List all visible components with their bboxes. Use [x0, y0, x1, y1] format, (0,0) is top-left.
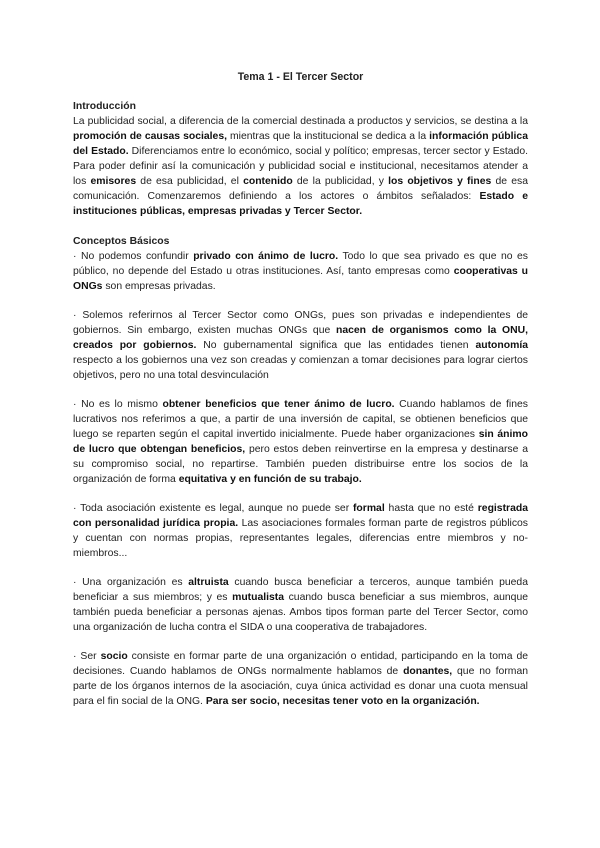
text-run: · Solemos referirnos al Tercer Sector como ONGs, pues son privadas e independientes de gobiernos. Sin embargo, existen muchas ONGs que — [73, 310, 528, 336]
paragraph — [73, 397, 528, 487]
text-run: mientras que la institucional se dedica a la — [227, 131, 430, 142]
bold-text: mutualista — [232, 592, 285, 603]
bold-text: formal — [352, 503, 385, 514]
text-run: Cuando hablamos de fines lucrativos nos referimos a que, a partir de una inversión de capital, se obtienen beneficios que luego se reparten según el capital invertido inicialmente. Puede haber organizaciones — [73, 399, 528, 440]
document-body — [73, 99, 528, 709]
paragraph — [73, 308, 528, 383]
bold-text: Para ser socio, necesitas tener voto en la organización. — [205, 696, 480, 707]
paragraph — [73, 575, 528, 635]
bold-text: promoción de causas sociales, — [73, 131, 227, 142]
text-run: · Toda asociación existente es legal, aunque no puede ser — [73, 503, 353, 514]
bold-text: información pública del Estado. — [73, 131, 528, 157]
text-run: pero estos deben reinvertirse en la empresa y destinarse a su compromiso social, no repartirse. También pueden distribuirse entre los socios de la organización de forma — [73, 444, 528, 485]
document-title: Tema 1 - El Tercer Sector — [237, 71, 364, 83]
text-run: Todo lo que sea privado es que no es público, no depende del Estado u otras instituciones. Así, tanto empresas como — [73, 251, 528, 277]
text-run: de la publicidad, y — [292, 176, 389, 187]
text-run: · No podemos confundir — [73, 251, 194, 262]
text-run: Las asociaciones formales forman parte de registros públicos y cuentan con normas propias, representantes legales, diferencias entre miembros y no-miembros... — [73, 518, 528, 559]
bold-text: equitativa y en función de su trabajo. — [178, 474, 362, 485]
bold-text: autonomía — [475, 340, 528, 351]
bold-text: nacen de organismos como la ONU, creados por gobiernos. — [73, 325, 528, 351]
paragraph — [73, 501, 528, 561]
bold-text: socio — [100, 651, 128, 662]
text-run: · Ser — [73, 651, 101, 662]
text-run: cuando busca beneficiar a terceros, aunque también pueda beneficiar a sus miembros; y es — [73, 577, 528, 603]
bold-text: obtener beneficios que tener ánimo de lucro. — [162, 399, 395, 410]
bold-text: contenido — [243, 176, 293, 187]
bold-text: altruista — [188, 577, 229, 588]
text-run: cuando busca beneficiar a sus miembros, aunque también pueda beneficiar a personas ajenas. Ambos tipos forman parte del Tercer Sector, como una organización de lucha contra el SIDA o una cooperativa de trabajadores. — [73, 592, 528, 633]
bold-text: emisores — [90, 176, 137, 187]
text-run: son empresas privadas. — [102, 281, 216, 292]
bold-text: Estado e instituciones públicas, empresas privadas y Tercer Sector. — [73, 191, 529, 217]
text-run: respecto a los gobiernos una vez son creadas y comienzan a tomar decisiones para lograr ciertos objetivos, pero no una total desvinculación — [73, 355, 528, 381]
text-run: consiste en formar parte de una organización o entidad, participando en la toma de decisiones. Cuando hablamos de ONGs normalmente hablamos de — [73, 651, 529, 677]
text-run: Diferenciamos entre lo económico, social y político; empresas, tercer sector y Estado. Para poder definir así la comunicación y publicidad social e institucional, necesitamos atender a los — [73, 146, 528, 187]
paragraph — [73, 649, 528, 709]
section-heading: Conceptos Básicos — [73, 236, 170, 247]
bold-text: donantes, — [403, 666, 453, 677]
text-run: hasta que no esté — [384, 503, 478, 514]
text-run: No gubernamental significa que las entidades tienen — [196, 340, 476, 351]
text-run: · Una organización es — [73, 577, 189, 588]
text-run: La publicidad social, a diferencia de la comercial destinada a productos y servicios, se destina a la — [73, 116, 528, 127]
bold-text: privado con ánimo de lucro. — [193, 251, 339, 262]
bold-text: sin ánimo de lucro que obtengan beneficios, — [73, 429, 529, 455]
bold-text: los objetivos y fines — [388, 176, 492, 187]
bold-text: cooperativas u ONGs — [73, 266, 528, 292]
text-run: que no forman parte de los órganos internos de la asociación, cuya única actividad es donar una cuota mensual para el fin social de la ONG. — [73, 666, 528, 707]
paragraph — [73, 114, 528, 219]
text-run: · No es lo mismo — [73, 399, 163, 410]
section-heading: Introducción — [73, 101, 136, 112]
paragraph — [73, 249, 528, 294]
text-run: de esa comunicación. Comenzaremos definiendo a los actores o ámbitos señalados: — [73, 176, 528, 202]
text-run: de esa publicidad, el — [136, 176, 244, 187]
document-page — [73, 70, 528, 709]
bold-text: registrada con personalidad jurídica propia. — [73, 503, 528, 529]
